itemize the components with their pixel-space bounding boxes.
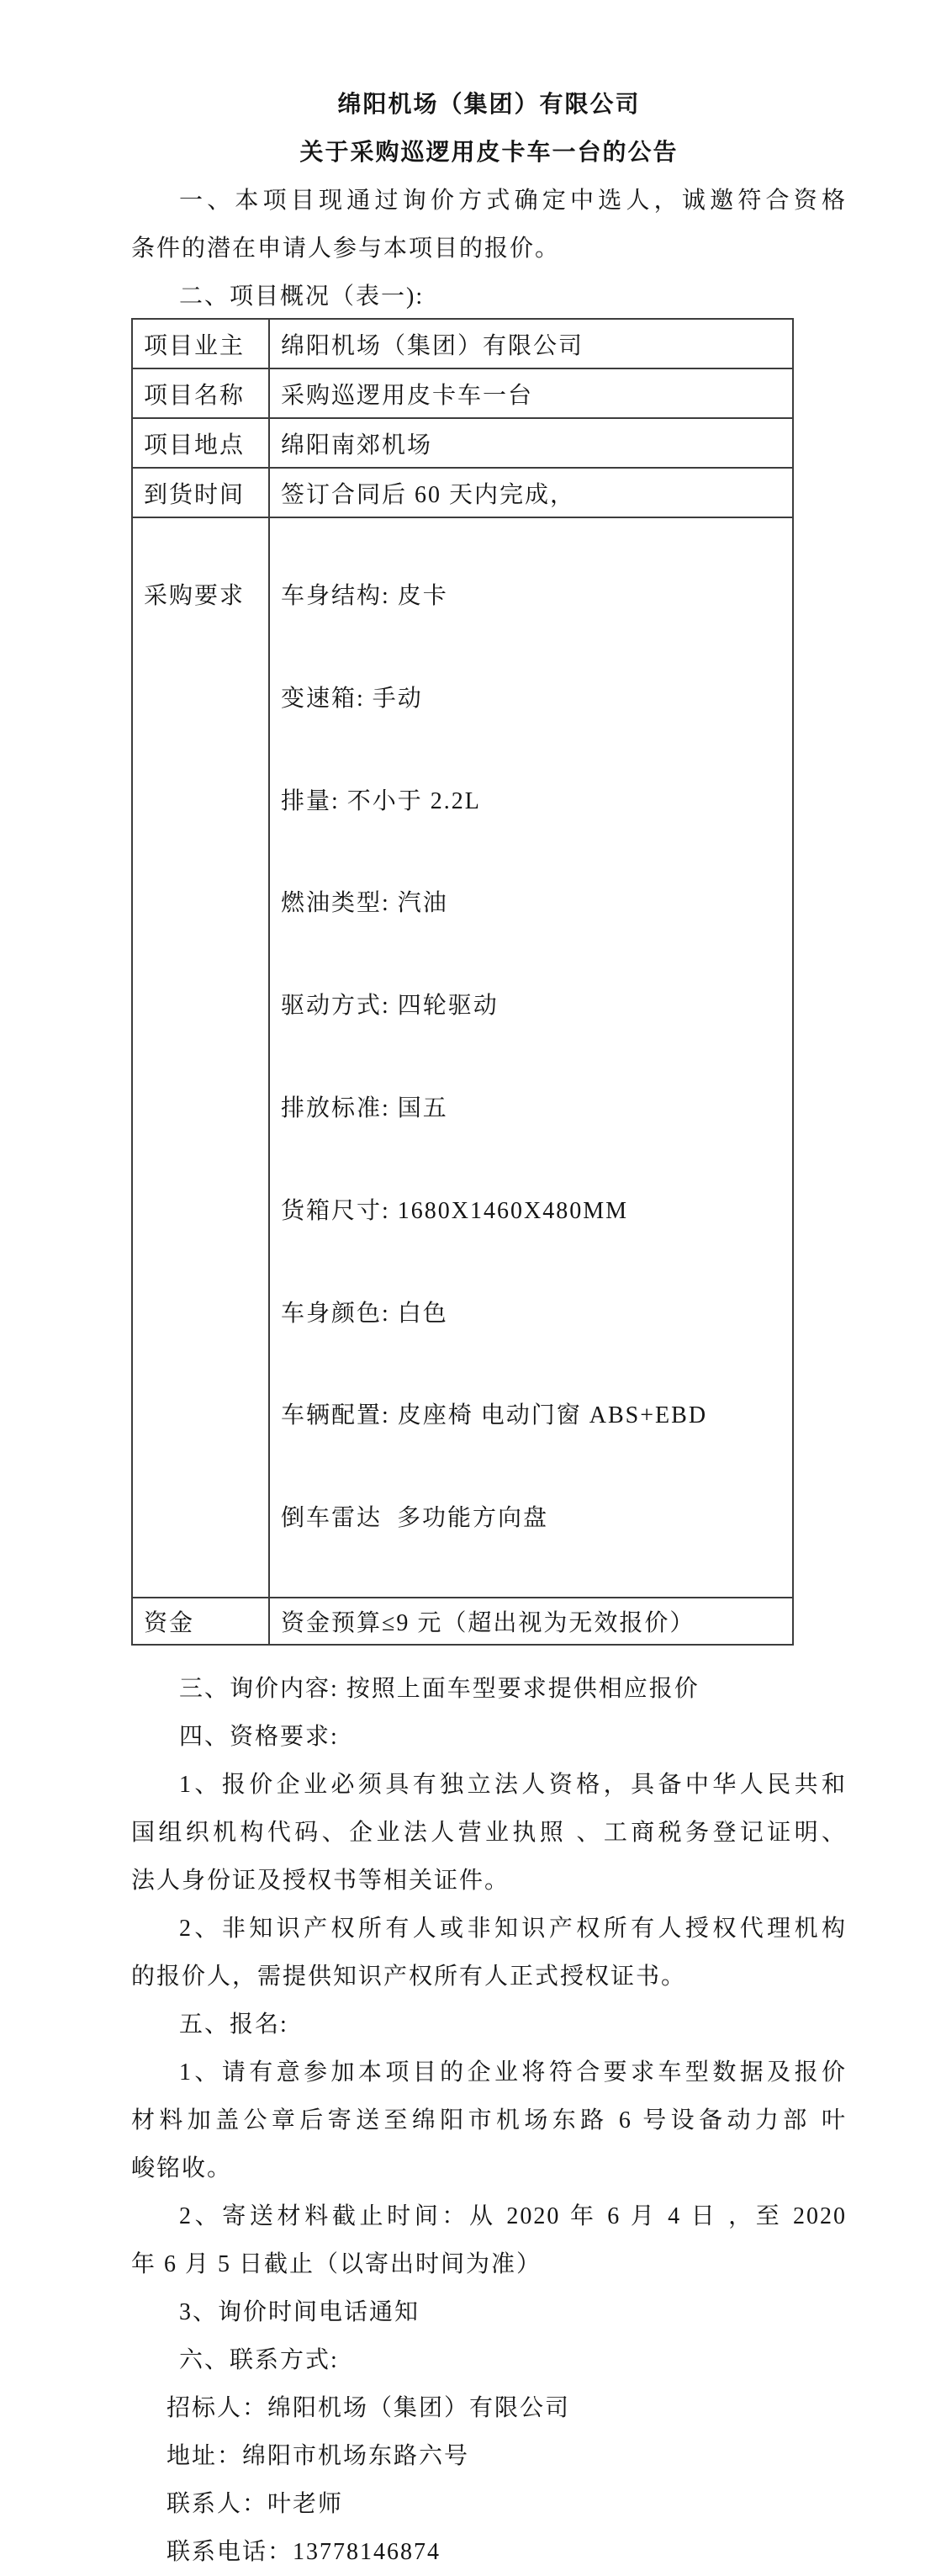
spec-line: 车身结构: 皮卡 bbox=[281, 583, 448, 609]
contact-address-line: 地址：绵阳市机场东路六号 bbox=[166, 2442, 470, 2469]
paragraph-line: 1、请有意参加本项目的企业将符合要求车型数据及报价 bbox=[179, 2059, 847, 2086]
paragraph-line: 3、询价时间电话通知 bbox=[179, 2298, 420, 2325]
spec-line: 排量: 不小于 2.2L bbox=[281, 787, 481, 814]
paragraph-line: 1、报价企业必须具有独立法人资格，具备中华人民共和 bbox=[179, 1771, 847, 1798]
table-row bbox=[132, 1598, 793, 1645]
spec-line: 货箱尺寸: 1680X1460X480MM bbox=[281, 1197, 629, 1224]
table-row bbox=[132, 468, 793, 517]
table-row bbox=[132, 319, 793, 368]
contact-bidder-line: 招标人：绵阳机场（集团）有限公司 bbox=[166, 2394, 571, 2421]
table-row-requirements bbox=[132, 517, 793, 1598]
row-value: 绵阳机场（集团）有限公司 bbox=[269, 319, 793, 368]
row-value: 资金预算≤9 元（超出视为无效报价） bbox=[269, 1598, 793, 1645]
paragraph-line: 峻铭收。 bbox=[131, 2155, 233, 2181]
contact-phone-line: 联系电话：13778146874 bbox=[166, 2538, 441, 2565]
spec-line: 排放标准: 国五 bbox=[281, 1095, 448, 1121]
row-value: 签订合同后 60 天内完成， bbox=[269, 468, 793, 517]
spec-line: 倒车雷达 多功能方向盘 bbox=[281, 1505, 549, 1532]
row-label-text: 采购要求 bbox=[144, 583, 246, 609]
paragraph-line: 法人身份证及授权书等相关证件。 bbox=[131, 1867, 510, 1894]
intro-line: 二、项目概况（表一): bbox=[179, 284, 425, 310]
row-value: 绵阳南郊机场 bbox=[269, 418, 793, 468]
table-row bbox=[132, 368, 793, 418]
spec-line: 车身颜色: 白色 bbox=[281, 1300, 448, 1327]
paragraph-line: 国组织机构代码、企业法人营业执照 、工商税务登记证明、 bbox=[131, 1819, 847, 1846]
row-label: 项目地点 bbox=[132, 418, 269, 468]
spec-line: 驱动方式: 四轮驱动 bbox=[281, 993, 499, 1020]
section-heading: 四、资格要求: bbox=[179, 1723, 339, 1750]
row-value: 采购巡逻用皮卡车一台 bbox=[269, 368, 793, 418]
row-label: 资金 bbox=[132, 1598, 269, 1645]
spec-line: 变速箱: 手动 bbox=[281, 685, 423, 712]
paragraph-line: 年 6 月 5 日截止（以寄出时间为准） bbox=[131, 2250, 542, 2277]
section-heading: 五、报名: bbox=[179, 2011, 288, 2038]
row-label: 到货时间 bbox=[132, 468, 269, 517]
project-overview-table bbox=[131, 318, 794, 1646]
row-value bbox=[269, 517, 793, 1598]
section-heading: 三、询价内容: 按照上面车型要求提供相应报价 bbox=[179, 1675, 700, 1702]
row-label bbox=[132, 517, 269, 1598]
intro-line: 条件的潜在申请人参与本项目的报价。 bbox=[131, 236, 561, 262]
paragraph-line: 的报价人，需提供知识产权所有人正式授权证书。 bbox=[131, 1963, 687, 1990]
paragraph-line: 2、非知识产权所有人或非知识产权所有人授权代理机构 bbox=[179, 1915, 847, 1942]
table-row bbox=[132, 418, 793, 468]
paragraph-line: 2、寄送材料截止时间：从 2020 年 6 月 4 日 ，至 2020 bbox=[179, 2202, 847, 2229]
spec-line: 车辆配置: 皮座椅 电动门窗 ABS+EBD bbox=[281, 1402, 708, 1429]
spec-line: 燃油类型: 汽油 bbox=[281, 890, 448, 917]
intro-line: 一、本项目现通过询价方式确定中选人，诚邀符合资格 bbox=[179, 188, 847, 214]
row-label: 项目名称 bbox=[132, 368, 269, 418]
announcement-title: 关于采购巡逻用皮卡车一台的公告 bbox=[299, 140, 679, 166]
document-body bbox=[131, 81, 847, 2576]
row-label: 项目业主 bbox=[132, 319, 269, 368]
section-heading: 六、联系方式: bbox=[179, 2346, 339, 2373]
contact-person-line: 联系人：叶老师 bbox=[166, 2490, 344, 2517]
paragraph-line: 材料加盖公章后寄送至绵阳市机场东路 6 号设备动力部 叶 bbox=[131, 2107, 847, 2133]
company-title: 绵阳机场（集团）有限公司 bbox=[337, 92, 641, 118]
